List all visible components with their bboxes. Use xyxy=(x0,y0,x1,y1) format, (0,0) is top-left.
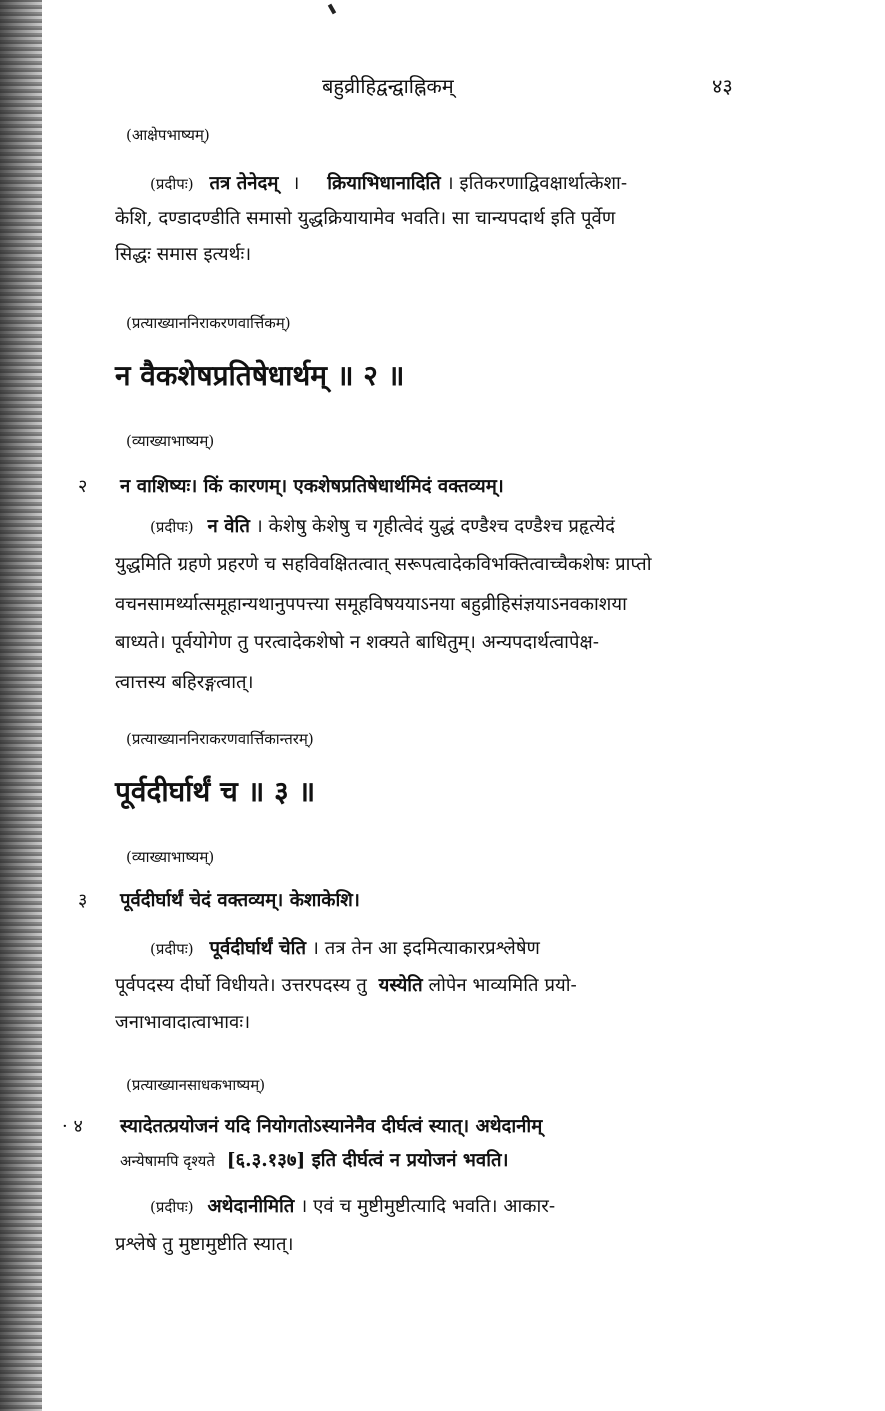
pradipa-label: (प्रदीपः) xyxy=(150,1198,194,1216)
scan-mark xyxy=(328,4,336,15)
pradipa-label: (प्रदीपः) xyxy=(150,940,194,958)
bhashya-line: पूर्वदीर्घार्थं चेदं वक्तव्यम्। केशाकेशि। xyxy=(120,890,360,911)
bold-citation: न वेति xyxy=(207,516,250,537)
pradipa-label: (प्रदीपः) xyxy=(150,518,194,536)
running-title: बहुव्रीहिद्वन्द्वाह्निकम् xyxy=(322,74,454,98)
commentary-line: जनाभावादात्वाभावः। xyxy=(115,1012,251,1033)
commentary-line xyxy=(150,1198,555,1217)
commentary-line: त्वात्तस्य बहिरङ्गत्वात्। xyxy=(115,672,254,693)
bold-citation: पूर्वदीर्घार्थं चेति xyxy=(209,938,307,959)
commentary-text: । केशेषु केशेषु च गृहीत्वेदं युद्धं दण्डैश्च दण्डैश्च प्रहृत्येदं xyxy=(255,516,615,537)
commentary-line: युद्धमिति ग्रहणे प्रहरणे च सहविवक्षितत्वात् सरूपत्वादेकविभक्तित्वाच्चैकशेषः प्राप्तो xyxy=(115,554,652,575)
varttika-sutra: न वैकशेषप्रतिषेधार्थम् ॥ २ ॥ xyxy=(115,359,405,392)
commentary-text: । इतिकरणाद्विवक्षार्थात्केशा- xyxy=(446,173,628,194)
bold-citation: क्रियाभिधानादिति xyxy=(327,173,441,194)
commentary-line: प्रश्लेषे तु मुष्टामुष्टीति स्यात्। xyxy=(115,1234,294,1255)
commentary-text: । एवं च मुष्टीमुष्टीत्यादि भवति। आकार- xyxy=(300,1196,556,1217)
section-label: (प्रत्याख्याननिराकरणवार्त्तिकम्) xyxy=(126,314,291,332)
commentary-line xyxy=(115,977,577,996)
paragraph-number: २ xyxy=(78,476,88,497)
section-label: (आक्षेपभाष्यम्) xyxy=(126,126,210,144)
section-label: (प्रत्याख्याननिराकरणवार्त्तिकान्तरम्) xyxy=(126,730,314,748)
paragraph-number: ३ xyxy=(78,890,88,911)
section-label: (प्रत्याख्यानसाधकभाष्यम्) xyxy=(126,1076,266,1094)
commentary-text: । तत्र तेन आ इदमित्याकारप्रश्लेषेण xyxy=(311,938,540,959)
varttika-sutra: पूर्वदीर्घार्थं च ॥ ३ ॥ xyxy=(115,775,316,808)
bhashya-line: स्यादेतत्प्रयोजनं यदि नियोगतोऽस्यानेनैव दीर्घत्वं स्यात्। अथेदानीम् xyxy=(120,1116,543,1137)
pradipa-label: (प्रदीपः) xyxy=(150,175,194,193)
commentary-line: वचनसामर्थ्यात्समूहान्यथानुपपत्त्या समूहविषययाऽनया बहुव्रीहिसंज्ञयाऽनवकाशया xyxy=(115,594,627,615)
bold-citation: अथेदानीमिति xyxy=(207,1196,295,1217)
commentary-text: लोपेन भाव्यमिति प्रयो- xyxy=(428,975,577,996)
commentary-line: केशि, दण्डादण्डीति समासो युद्धक्रियायामेव भवति। सा चान्यपदार्थ इति पूर्वेण xyxy=(115,208,616,229)
commentary-line xyxy=(150,518,615,537)
section-label: (व्याख्याभाष्यम्) xyxy=(126,432,215,450)
commentary-line: सिद्धः समास इत्यर्थः। xyxy=(115,244,252,265)
bold-citation: यस्येति xyxy=(378,975,423,996)
bold-citation: तत्र तेनेदम् xyxy=(209,173,279,194)
commentary-line xyxy=(150,940,540,959)
section-label: (व्याख्याभाष्यम्) xyxy=(126,848,215,866)
paragraph-number: · ४ xyxy=(62,1116,83,1137)
page-number: ४३ xyxy=(712,74,733,98)
commentary-line: बाध्यते। पूर्वयोगेण तु परत्वादेकशेषो न शक्यते बाधितुम्। अन्यपदार्थत्वापेक्ष- xyxy=(115,632,599,653)
bhashya-text: [६.३.१३७] इति दीर्घत्वं न प्रयोजनं भवति। xyxy=(226,1150,509,1171)
scanned-page-edge xyxy=(0,0,42,1411)
bhashya-line xyxy=(120,1152,509,1171)
commentary-line xyxy=(150,175,627,194)
bhashya-line: न वाशिष्यः। किं कारणम्। एकशेषप्रतिषेधार्थमिदं वक्तव्यम्। xyxy=(120,476,504,497)
danda: । xyxy=(292,173,300,194)
quoted-sutra: अन्येषामपि दृश्यते xyxy=(120,1152,215,1170)
commentary-text: पूर्वपदस्य दीर्घो विधीयते। उत्तरपदस्य तु xyxy=(115,975,367,996)
